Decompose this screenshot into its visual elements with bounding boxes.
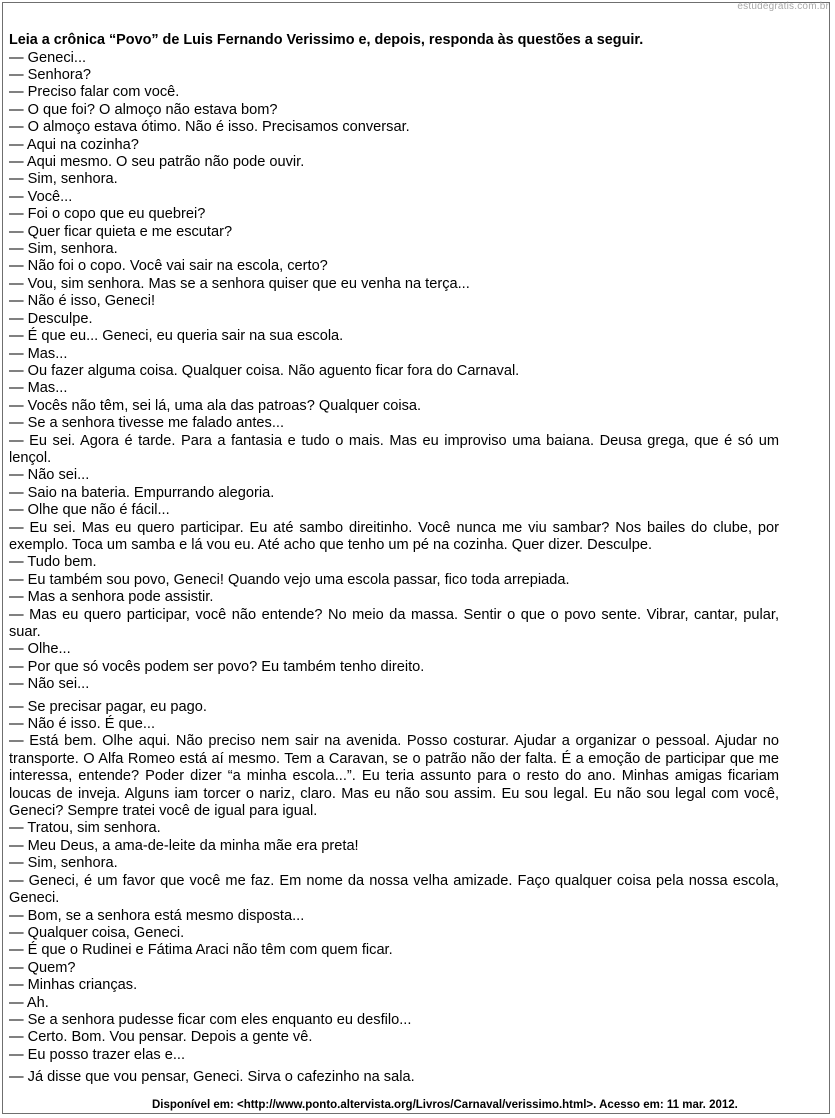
dialogue-line: — Se precisar pagar, eu pago.: [9, 698, 207, 715]
dialogue-line: — Meu Deus, a ama-de-leite da minha mãe era preta!: [9, 837, 359, 854]
dialogue-line: — Qualquer coisa, Geneci.: [9, 924, 185, 941]
dialogue-line: — Eu também sou povo, Geneci! Quando vejo uma escola passar, fico toda arrepiada.: [9, 571, 570, 588]
dialogue-line: — Bom, se a senhora está mesmo disposta...: [9, 907, 305, 924]
dialogue-line: — Não é isso. É que...: [9, 716, 156, 733]
dialogue-line: — Mas eu quero participar, você não entende? No meio da massa. Sentir o que o povo sente. Vibrar, cantar, pular, suar.: [9, 606, 779, 640]
dialogue-line: — Geneci, é um favor que você me faz. Em nome da nossa velha amizade. Faço qualquer coisa pela nossa escola, Geneci.: [9, 872, 779, 907]
dialogue-line: — Mas...: [9, 345, 68, 362]
dialogue-line: — Vou, sim senhora. Mas se a senhora quiser que eu venha na terça...: [9, 275, 470, 292]
dialogue-line: — Quem?: [9, 959, 76, 976]
dialogue-line: — Eu sei. Agora é tarde. Para a fantasia e tudo o mais. Mas eu improviso uma baiana. Deusa grega, que é só um lençol.: [9, 432, 779, 466]
dialogue-line: — Não sei...: [9, 467, 90, 484]
dialogue-line: — Quer ficar quieta e me escutar?: [9, 223, 233, 240]
chronicle-text: [9, 32, 779, 1087]
dialogue-line: — Desculpe.: [9, 310, 93, 327]
dialogue-line: — Não é isso, Geneci!: [9, 293, 156, 310]
dialogue-line: — Geneci...: [9, 49, 87, 66]
dialogue-line: — Sim, senhora.: [9, 241, 118, 258]
dialogue-line: — Senhora?: [9, 67, 91, 83]
dialogue-line: — Vocês não têm, sei lá, uma ala das patroas? Qualquer coisa.: [9, 397, 422, 414]
dialogue-line: — Aqui mesmo. O seu patrão não pode ouvir.: [9, 154, 305, 171]
dialogue-line: — Certo. Bom. Vou pensar. Depois a gente vê.: [9, 1029, 313, 1046]
dialogue-line: — Eu sei. Mas eu quero participar. Eu até sambo direitinho. Você nunca me viu sambar? Nos bailes do clube, por exemplo. Toca um samba e lá vou eu. Até acho que tenho um pé na cozinha. Quer dizer. Desculpe.: [9, 519, 779, 553]
dialogue-line: — Você...: [9, 188, 73, 205]
dialogue-line: — Não sei...: [9, 676, 90, 693]
dialogue-line: — Aqui na cozinha?: [9, 136, 139, 153]
dialogue-line: — Saio na bateria. Empurrando alegoria.: [9, 484, 275, 501]
dialogue-line: — Sim, senhora.: [9, 171, 118, 188]
site-watermark: estudegratis.com.br: [737, 1, 829, 12]
source-citation: Disponível em: <http://www.ponto.altervista.org/Livros/Carnaval/verissimo.html>. Acesso em: 11 mar. 2012.: [152, 1099, 738, 1111]
dialogue-line: — Minhas crianças.: [9, 977, 138, 994]
dialogue-line: — Foi o copo que eu quebrei?: [9, 206, 206, 223]
dialogue-line: — É que eu... Geneci, eu queria sair na sua escola.: [9, 328, 344, 345]
dialogue-line: — Por que só vocês podem ser povo? Eu também tenho direito.: [9, 658, 425, 675]
dialogue-line: — Se a senhora pudesse ficar com eles enquanto eu desfilo...: [9, 1011, 412, 1028]
dialogue-line: — Tratou, sim senhora.: [9, 820, 161, 837]
dialogue-line: — É que o Rudinei e Fátima Araci não têm com quem ficar.: [9, 942, 393, 959]
dialogue-line: — Tudo bem.: [9, 554, 97, 571]
dialogue-line: — Olhe...: [9, 641, 71, 658]
instruction-title: Leia a crônica “Povo” de Luis Fernando Verissimo e, depois, responda às questões a seguir.: [9, 32, 644, 48]
dialogue-line: — Olhe que não é fácil...: [9, 502, 170, 519]
dialogue-line: — Ah.: [9, 994, 49, 1011]
dialogue-line: — Sim, senhora.: [9, 855, 118, 872]
dialogue-line: — O que foi? O almoço não estava bom?: [9, 101, 278, 118]
dialogue-line: — Preciso falar com você.: [9, 84, 180, 101]
dialogue-line: — Mas a senhora pode assistir.: [9, 589, 214, 606]
dialogue-line: — Se a senhora tivesse me falado antes...: [9, 415, 285, 432]
dialogue-line: — O almoço estava ótimo. Não é isso. Precisamos conversar.: [9, 119, 410, 136]
dialogue-line: — Não foi o copo. Você vai sair na escola, certo?: [9, 258, 328, 275]
dialogue-line: — Ou fazer alguma coisa. Qualquer coisa. Não aguento ficar fora do Carnaval.: [9, 362, 520, 379]
dialogue-line: — Está bem. Olhe aqui. Não preciso nem sair na avenida. Posso costurar. Ajudar a organizar o pessoal. Ajudar no transporte. O Alfa Romeo está aí mesmo. Tem a Caravan, se o patrão não der falta. É a emoção de participar que me interessa, entende? Poder dizer “a minha escola...”. Eu teria assunto para o resto do ano. Minhas amigas ficariam loucas de inveja. Alguns iam torcer o nariz, claro. Mas eu não sou assim. Eu sou legal. Eu não sou legal com você, Geneci? Sempre tratei você de igual para igual.: [9, 733, 779, 820]
dialogue-line: — Eu posso trazer elas e...: [9, 1046, 186, 1063]
dialogue-line: — Já disse que vou pensar, Geneci. Sirva o cafezinho na sala.: [9, 1069, 415, 1086]
dialogue-line: — Mas...: [9, 380, 68, 397]
